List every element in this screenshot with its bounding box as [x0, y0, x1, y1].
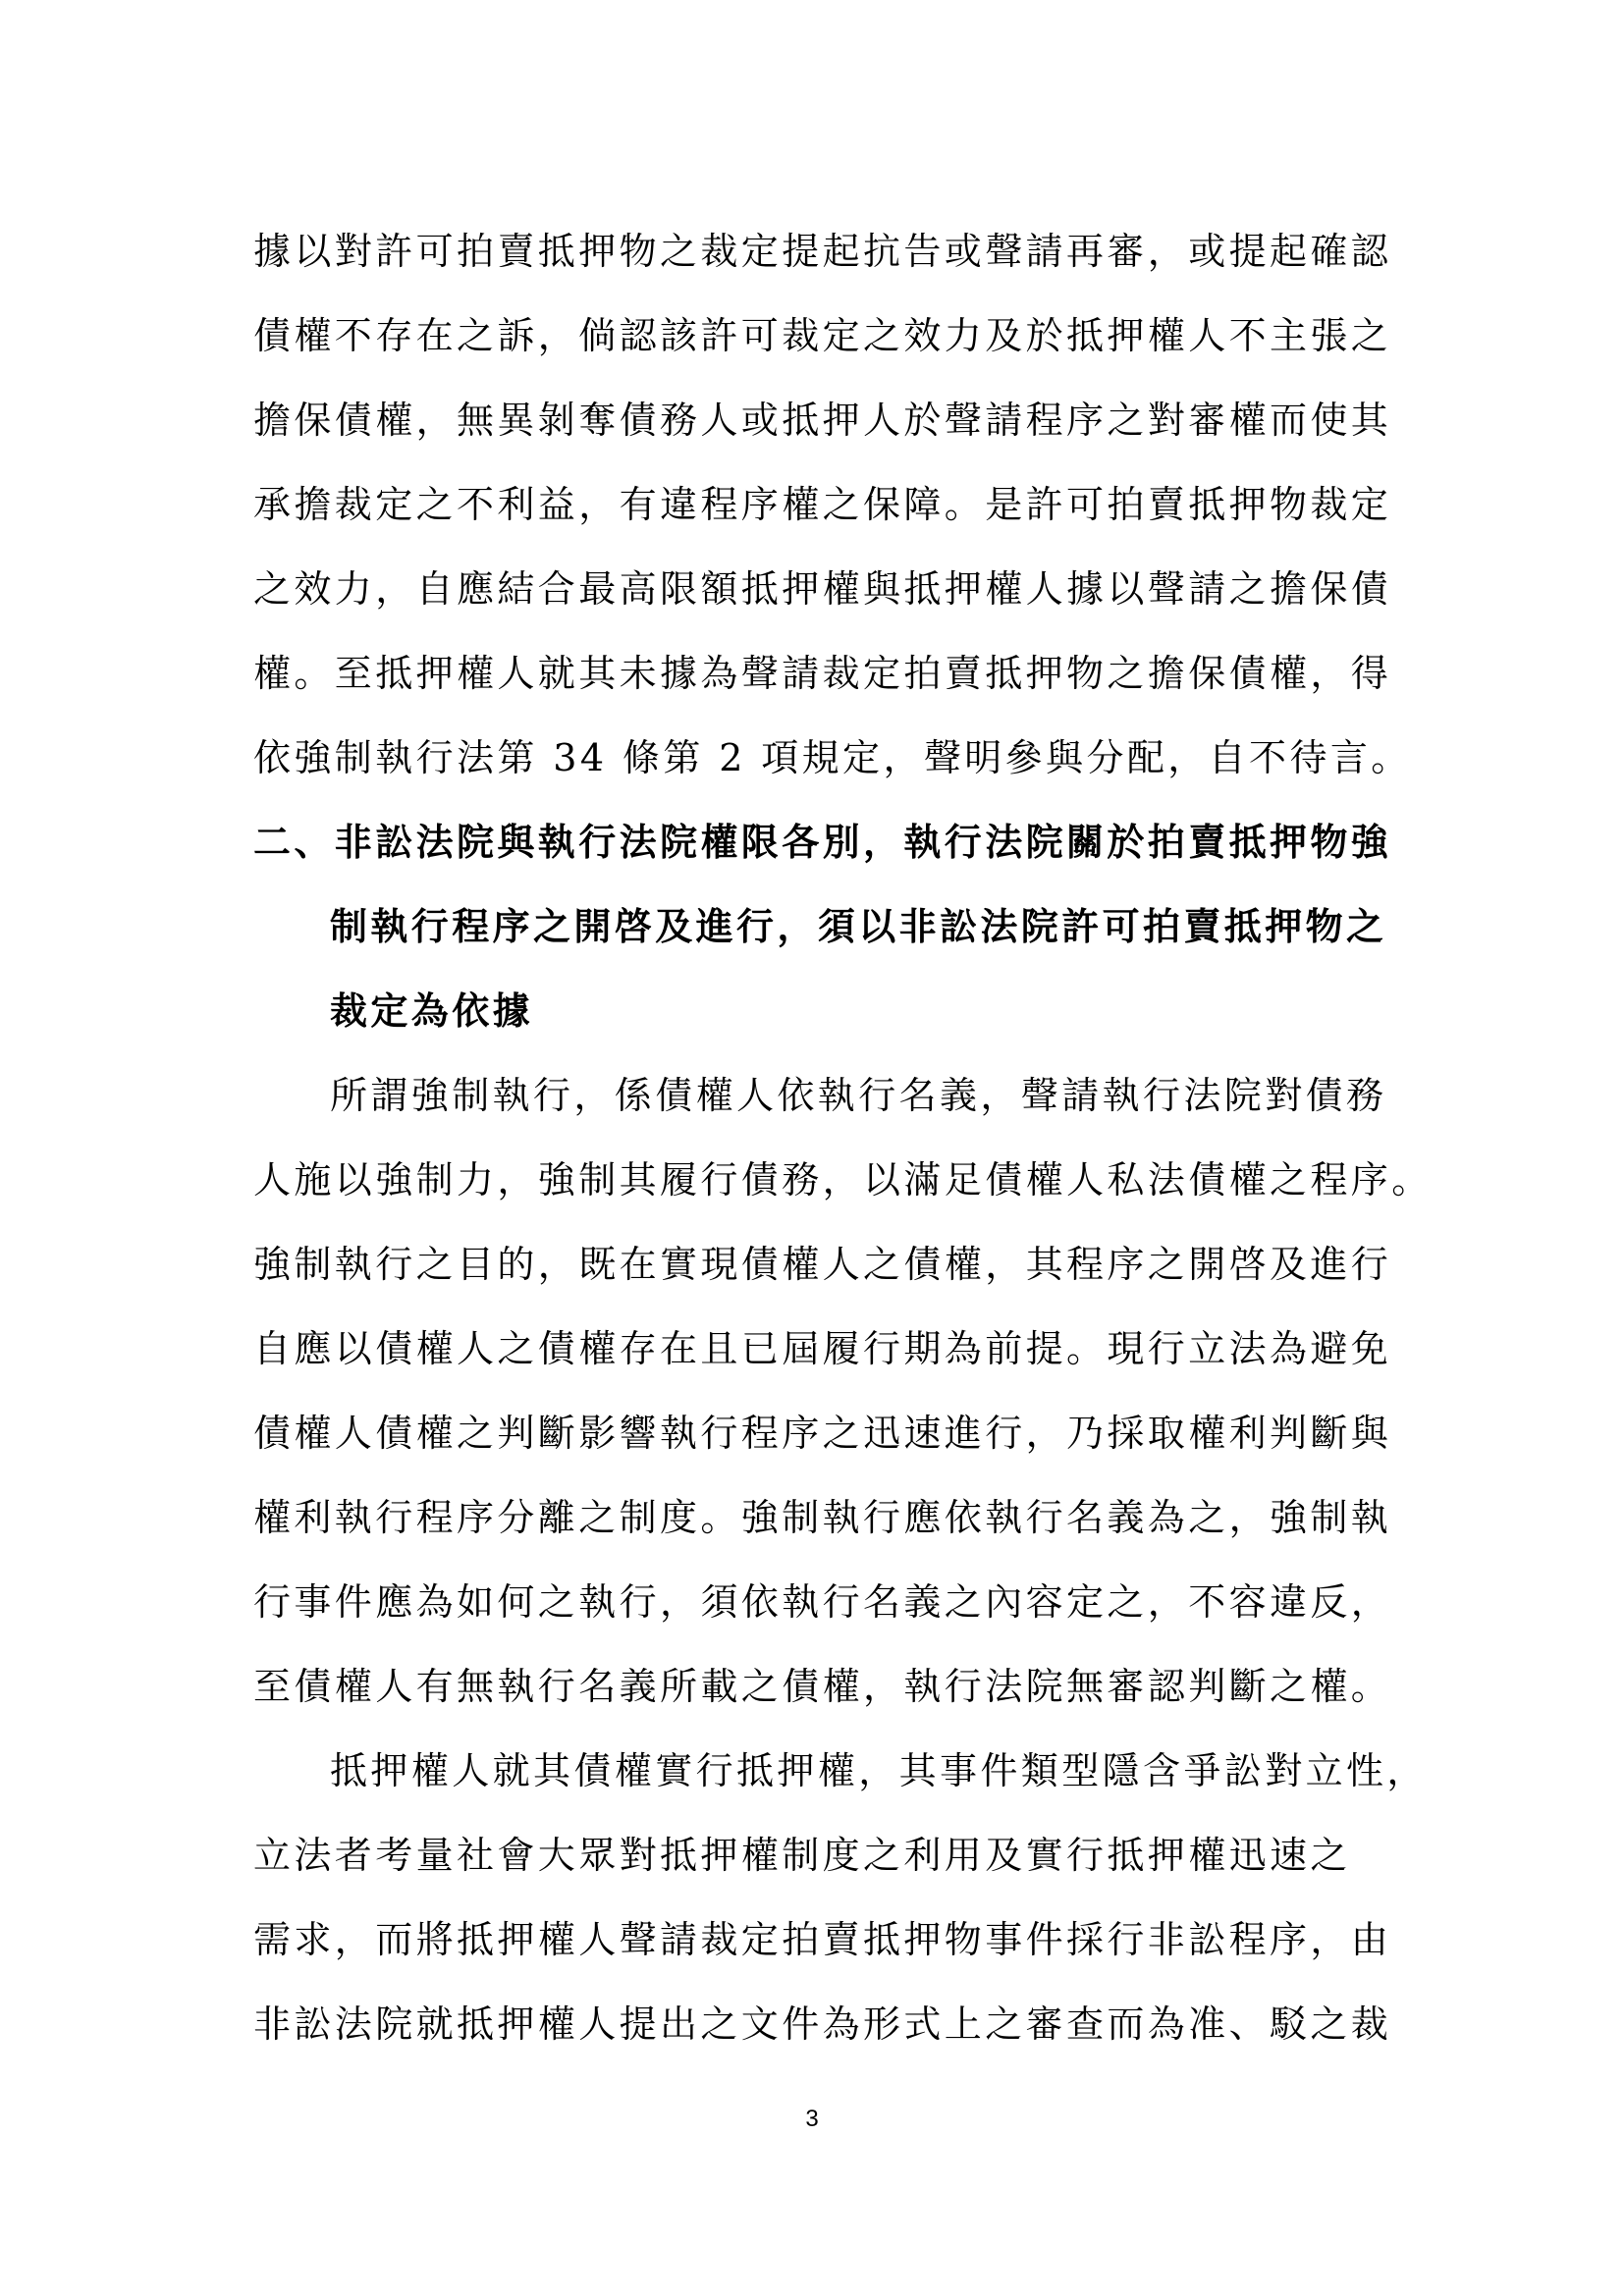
text-line: 擔保債權，無異剝奪債務人或抵押人於聲請程序之對審權而使其 [253, 399, 1392, 442]
text-line: 人施以強制力，強制其履行債務，以滿足債權人私法債權之程序。 [253, 1158, 1433, 1201]
text-line: 強制執行之目的，既在實現債權人之債權，其程序之開啓及進行 [253, 1243, 1392, 1286]
text-line: 需求，而將抵押權人聲請裁定拍賣抵押物事件採行非訟程序，由 [253, 1918, 1392, 1961]
text-line: 權。至抵押權人就其未據為聲請裁定拍賣抵押物之擔保債權，得 [253, 652, 1392, 695]
text-line: 承擔裁定之不利益，有違程序權之保障。是許可拍賣抵押物裁定 [253, 483, 1392, 526]
text-line: 抵押權人就其債權實行抵押權，其事件類型隱含爭訟對立性， [330, 1749, 1428, 1792]
text-line: 權利執行程序分離之制度。強制執行應依執行名義為之，強制執 [253, 1496, 1392, 1539]
text-line: 至債權人有無執行名義所載之債權，執行法院無審認判斷之權。 [253, 1665, 1392, 1708]
section-heading-line: 二、非訟法院與執行法院權限各別，執行法院關於拍賣抵押物強 [253, 820, 1392, 864]
text-line: 自應以債權人之債權存在且已屆履行期為前提。現行立法為避免 [253, 1327, 1392, 1370]
text-line: 債權不存在之訴，倘認該許可裁定之效力及於抵押權人不主張之 [253, 314, 1392, 357]
page-number: 3 [805, 2106, 819, 2132]
text-line: 行事件應為如何之執行，須依執行名義之內容定之，不容違反， [253, 1580, 1392, 1624]
text-line: 所謂強制執行，係債權人依執行名義，聲請執行法院對債務 [330, 1074, 1387, 1117]
text-line: 非訟法院就抵押權人提出之文件為形式上之審查而為准、駁之裁 [253, 2002, 1392, 2046]
text-line: 債權人債權之判斷影響執行程序之迅速進行，乃採取權利判斷與 [253, 1412, 1392, 1455]
text-line: 依強制執行法第 34 條第 2 項規定，聲明參與分配，自不待言。 [253, 736, 1412, 779]
text-line: 立法者考量社會大眾對抵押權制度之利用及實行抵押權迅速之 [253, 1834, 1351, 1877]
text-line: 據以對許可拍賣抵押物之裁定提起抗告或聲請再審，或提起確認 [253, 230, 1392, 273]
section-heading-line: 裁定為依據 [330, 988, 534, 1033]
text-line: 之效力，自應結合最高限額抵押權與抵押權人據以聲請之擔保債 [253, 567, 1392, 611]
section-heading-line: 制執行程序之開啓及進行，須以非訟法院許可拍賣抵押物之 [330, 904, 1387, 948]
